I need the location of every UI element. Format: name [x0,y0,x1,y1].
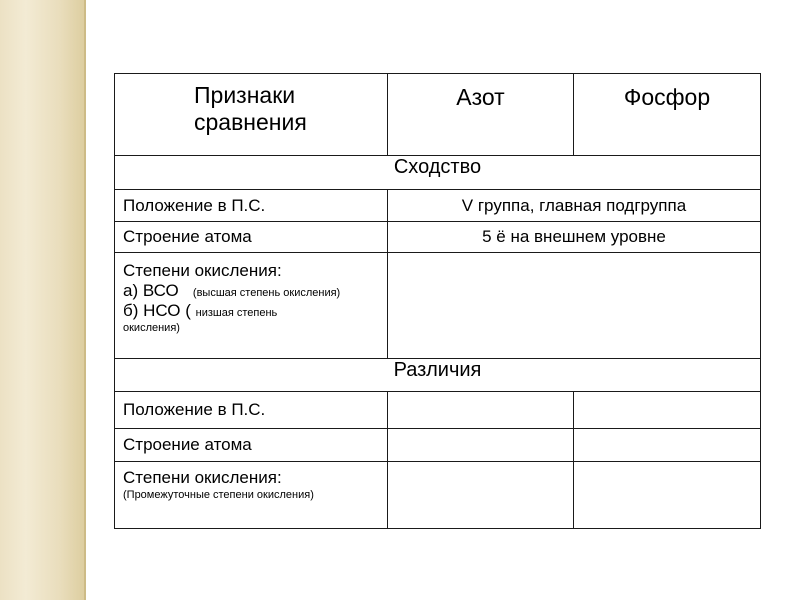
oxidation-title: Степени окисления: [123,261,282,280]
oxidation-a-line [123,281,387,301]
oxidation-a-note: (высшая степень окисления) [192,287,341,299]
similarity-section-row [115,156,761,190]
table-header-row [115,74,761,156]
oxidation-b-note-1: низшая степень [195,307,278,319]
slide-side-decoration [0,0,86,600]
table-row [115,392,761,429]
header-phosphorus: Фосфор [574,74,761,156]
table-row [115,429,761,462]
row-value-position: V группа, главная подгруппа [388,190,761,222]
diff-phosphorus-oxidation [574,462,761,529]
diff-oxidation-note: (Промежуточные степени окисления) [123,489,314,501]
differences-title: Различия [115,359,761,392]
table-row [115,190,761,222]
comparison-table [114,73,761,529]
diff-phosphorus-position [574,392,761,429]
table-row [115,462,761,529]
table-row [115,222,761,253]
row-value-structure: 5 ё на внешнем уровне [388,222,761,253]
oxidation-b-note-2: окисления) [123,322,180,334]
diff-oxidation-title: Степени окисления: [123,468,282,487]
table-row [115,253,761,359]
diff-label-oxidation [115,462,388,529]
row-value-oxidation [388,253,761,359]
differences-section-row [115,359,761,392]
similarity-title: Сходство [115,156,761,190]
diff-label-position: Положение в П.С. [115,392,388,429]
diff-label-structure: Строение атома [115,429,388,462]
diff-nitrogen-oxidation [388,462,574,529]
oxidation-b-main: б) НСО ( [123,301,191,320]
header-nitrogen: Азот [388,74,574,156]
header-criteria: Признаки сравнения [115,74,388,156]
row-label-oxidation [115,253,388,359]
row-label-structure: Строение атома [115,222,388,253]
diff-phosphorus-structure [574,429,761,462]
row-label-position: Положение в П.С. [115,190,388,222]
oxidation-b-line [123,301,387,321]
diff-nitrogen-structure [388,429,574,462]
oxidation-a-main: а) ВСО [123,281,179,300]
diff-nitrogen-position [388,392,574,429]
